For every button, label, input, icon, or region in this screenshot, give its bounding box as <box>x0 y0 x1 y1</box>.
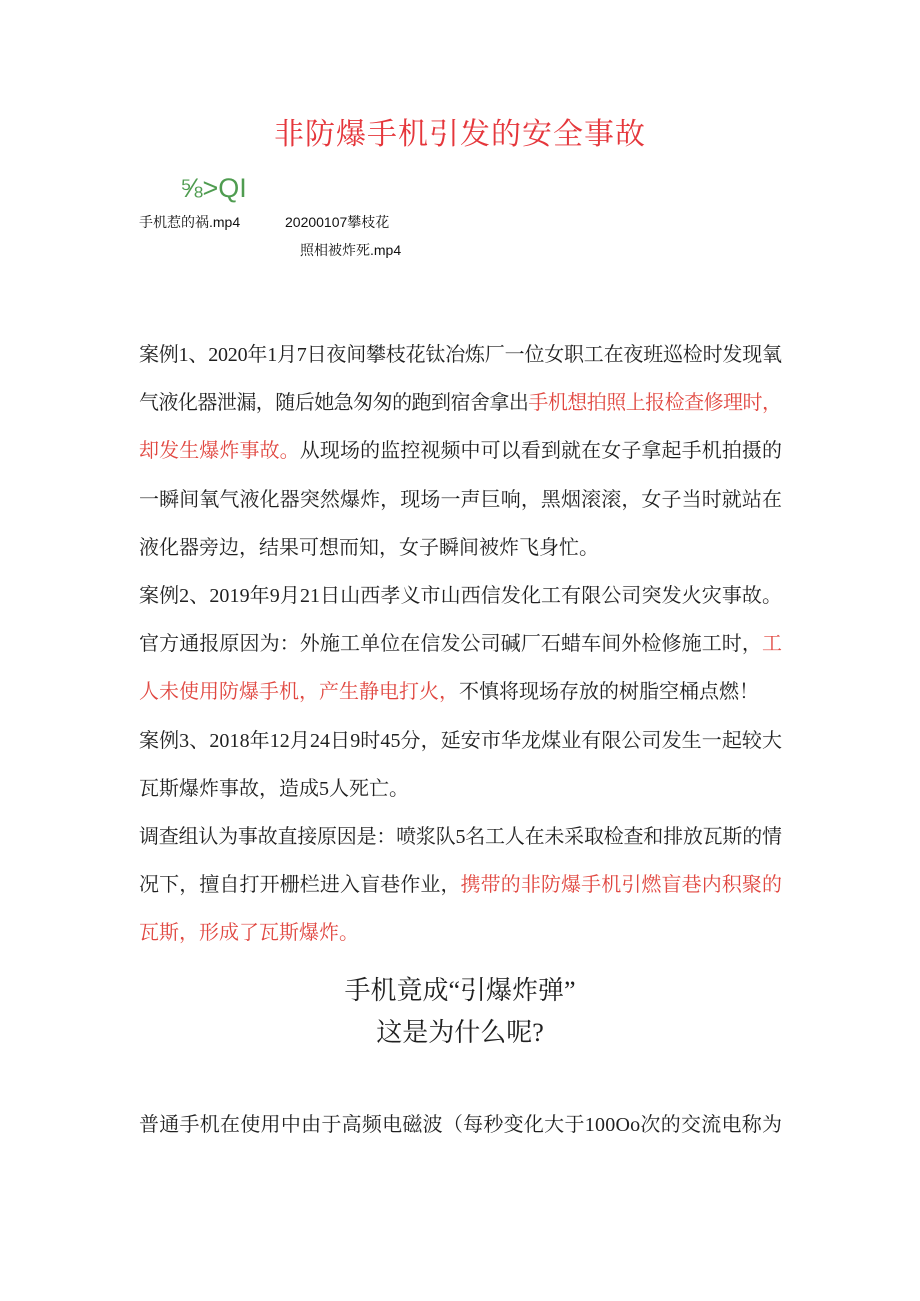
text-line <box>139 717 782 765</box>
heading-line: 手机竟成“引爆炸弹” <box>344 976 576 1005</box>
investigation-paragraph <box>139 813 782 958</box>
file-name: 照相被炸死.mp4 <box>300 242 402 258</box>
text-segment: 不慎将现场存放的树脂空桶点燃！ <box>459 681 759 704</box>
attachment-video-file[interactable] <box>139 208 240 236</box>
text-segment: 案例2、2019年9月21日山西孝义市山西信发化工有限公司突发火灾事故。 <box>139 584 783 607</box>
line-text <box>139 585 782 607</box>
line-text <box>139 392 781 414</box>
text-line <box>139 1101 782 1149</box>
line-text <box>139 681 759 703</box>
text-segment: 调查组认为事故直接原因是：喷浆队5名工人在未采取检查和排放瓦斯的情 <box>139 825 782 848</box>
text-segment: 普通手机在使用中由于高频电磁波（每秒变化大于100Oo次的交流电称为 <box>139 1114 783 1136</box>
highlighted-text-segment: 人未使用防爆手机，产生静电打火， <box>139 681 459 704</box>
text-segment: 况下，擅自打开栅栏进入盲巷作业， <box>139 874 461 897</box>
line-text <box>139 537 599 559</box>
line-text <box>139 344 782 366</box>
attachment-video-file[interactable] <box>285 208 401 264</box>
text-line <box>139 813 782 861</box>
line-text <box>139 1114 782 1136</box>
text-segment: 案例3、2018年12月24日9时45分，延安市华龙煤业有限公司发生一起较大 <box>139 729 783 752</box>
highlighted-text-segment: 却发生爆炸事故。 <box>139 440 300 463</box>
embedded-object-label: ⅝>QI <box>180 173 247 203</box>
page-title: 非防爆手机引发的安全事故 <box>274 118 646 151</box>
text-line <box>139 427 782 475</box>
text-segment: 案例1、2020年1月7日夜间攀枝花钛冶炼厂一位女职工在夜班巡检时发现氧 <box>139 344 782 366</box>
text-line <box>139 524 782 572</box>
text-line <box>139 909 782 957</box>
case-2-paragraph <box>139 572 782 717</box>
text-segment: 瓦斯爆炸事故，造成5人死亡。 <box>139 777 409 800</box>
highlighted-text-segment: 工 <box>762 633 783 656</box>
highlighted-text-segment: 手机想拍照上报检查修理时， <box>528 392 782 415</box>
text-line <box>139 668 782 716</box>
text-line <box>139 861 782 909</box>
case-1-paragraph <box>139 331 782 572</box>
text-line <box>139 476 782 524</box>
text-segment: 气液化器泄漏，随后她急匆匆的跑到宿舍拿出 <box>139 392 529 415</box>
text-line <box>139 572 782 620</box>
highlighted-text-segment: 瓦斯，形成了瓦斯爆炸。 <box>139 922 359 945</box>
text-segment: 一瞬间氧气液化器突然爆炸，现场一声巨响，黑烟滚滚，女子当时就站在 <box>139 488 783 511</box>
line-text <box>139 440 782 462</box>
line-text <box>139 778 409 800</box>
line-text <box>139 730 782 752</box>
highlighted-text-segment: 携带的非防爆手机引燃盲巷内积聚的 <box>460 874 783 897</box>
line-text <box>139 922 359 944</box>
text-line <box>139 379 782 427</box>
case-3-paragraph <box>139 717 782 813</box>
line-text <box>139 874 782 896</box>
line-text <box>139 826 782 848</box>
text-segment: 官方通报原因为：外施工单位在信发公司碱厂石蜡车间外检修施工时， <box>139 633 762 656</box>
text-segment: 液化器旁边，结果可想而知，女子瞬间被炸飞身忙。 <box>139 536 599 559</box>
text-segment: 从现场的监控视频中可以看到就在女子拿起手机拍摄的 <box>299 440 783 463</box>
section-heading <box>0 970 920 1054</box>
heading-line: 这是为什么呢? <box>376 1018 544 1047</box>
file-name: 手机惹的祸.mp4 <box>139 214 241 230</box>
file-name: 20200107攀枝花 <box>285 214 390 230</box>
closing-paragraph <box>139 1101 782 1149</box>
document-body <box>139 331 782 957</box>
line-text <box>139 489 782 511</box>
text-line <box>139 765 782 813</box>
text-line <box>139 331 782 379</box>
text-line <box>139 620 782 668</box>
line-text <box>139 633 782 655</box>
